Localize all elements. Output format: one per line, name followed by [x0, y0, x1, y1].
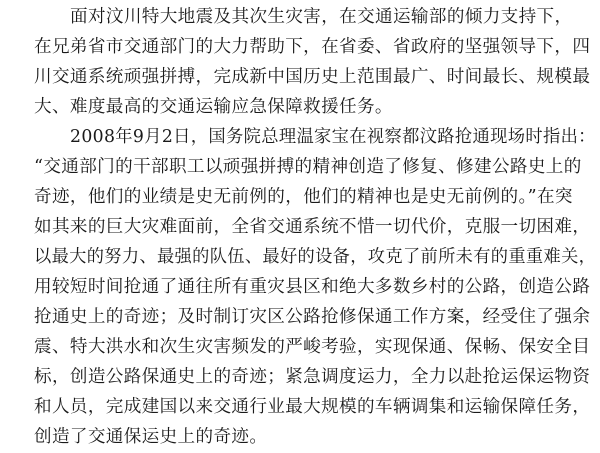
paragraph-2-line-1: 2008年9月2日，国务院总理温家宝在视察都汶路抢通现场时指出：: [70, 127, 596, 147]
paragraph-1-line-1: 面对汶川特大地震及其次生灾害，在交通运输部的倾力支持下，: [70, 7, 573, 27]
paragraph-2-line-7: 抢通史上的奇迹；及时制订灾区公路抢修保通工作方案，经受住了强余: [34, 307, 591, 327]
paragraph-2-line-8: 震、特大洪水和次生灾害频发的严峻考验，实现保通、保畅、保安全目: [34, 337, 591, 357]
paragraph-2-line-5: 以最大的努力、最强的队伍、最好的设备，攻克了前所未有的重重难关，: [34, 247, 597, 267]
paragraph-2-line-9: 标，创造公路保通史上的奇迹；紧急调度运力，全力以赴抢运保运物资: [34, 367, 591, 387]
paragraph-2-line-10: 和人员，完成建国以来交通行业最大规模的车辆调集和运输保障任务，: [34, 397, 591, 417]
paragraph-2-line-6: 用较短时间抢通了通往所有重灾县区和绝大多数乡村的公路，创造公路: [34, 277, 591, 297]
paragraph-2-line-11: 创造了交通保运史上的奇迹。: [34, 427, 268, 447]
paragraph-1-line-3: 川交通系统顽强拼搏，完成新中国历史上范围最广、时间最长、规模最: [34, 67, 591, 87]
paragraph-2-line-4: 如其来的巨大灾难面前，全省交通系统不惜一切代价，克服一切困难，: [34, 217, 591, 237]
paragraph-1-line-4: 大、难度最高的交通运输应急保障救援任务。: [34, 97, 393, 117]
paragraph-2-line-2: “交通部门的干部职工以顽强拼搏的精神创造了修复、修建公路史上的: [34, 157, 582, 177]
paragraph-2-line-3: 奇迹，他们的业绩是史无前例的，他们的精神也是史无前例的。”在突: [34, 187, 573, 207]
paragraph-1-line-2: 在兄弟省市交通部门的大力帮助下，在省委、省政府的坚强领导下，四: [34, 37, 591, 57]
